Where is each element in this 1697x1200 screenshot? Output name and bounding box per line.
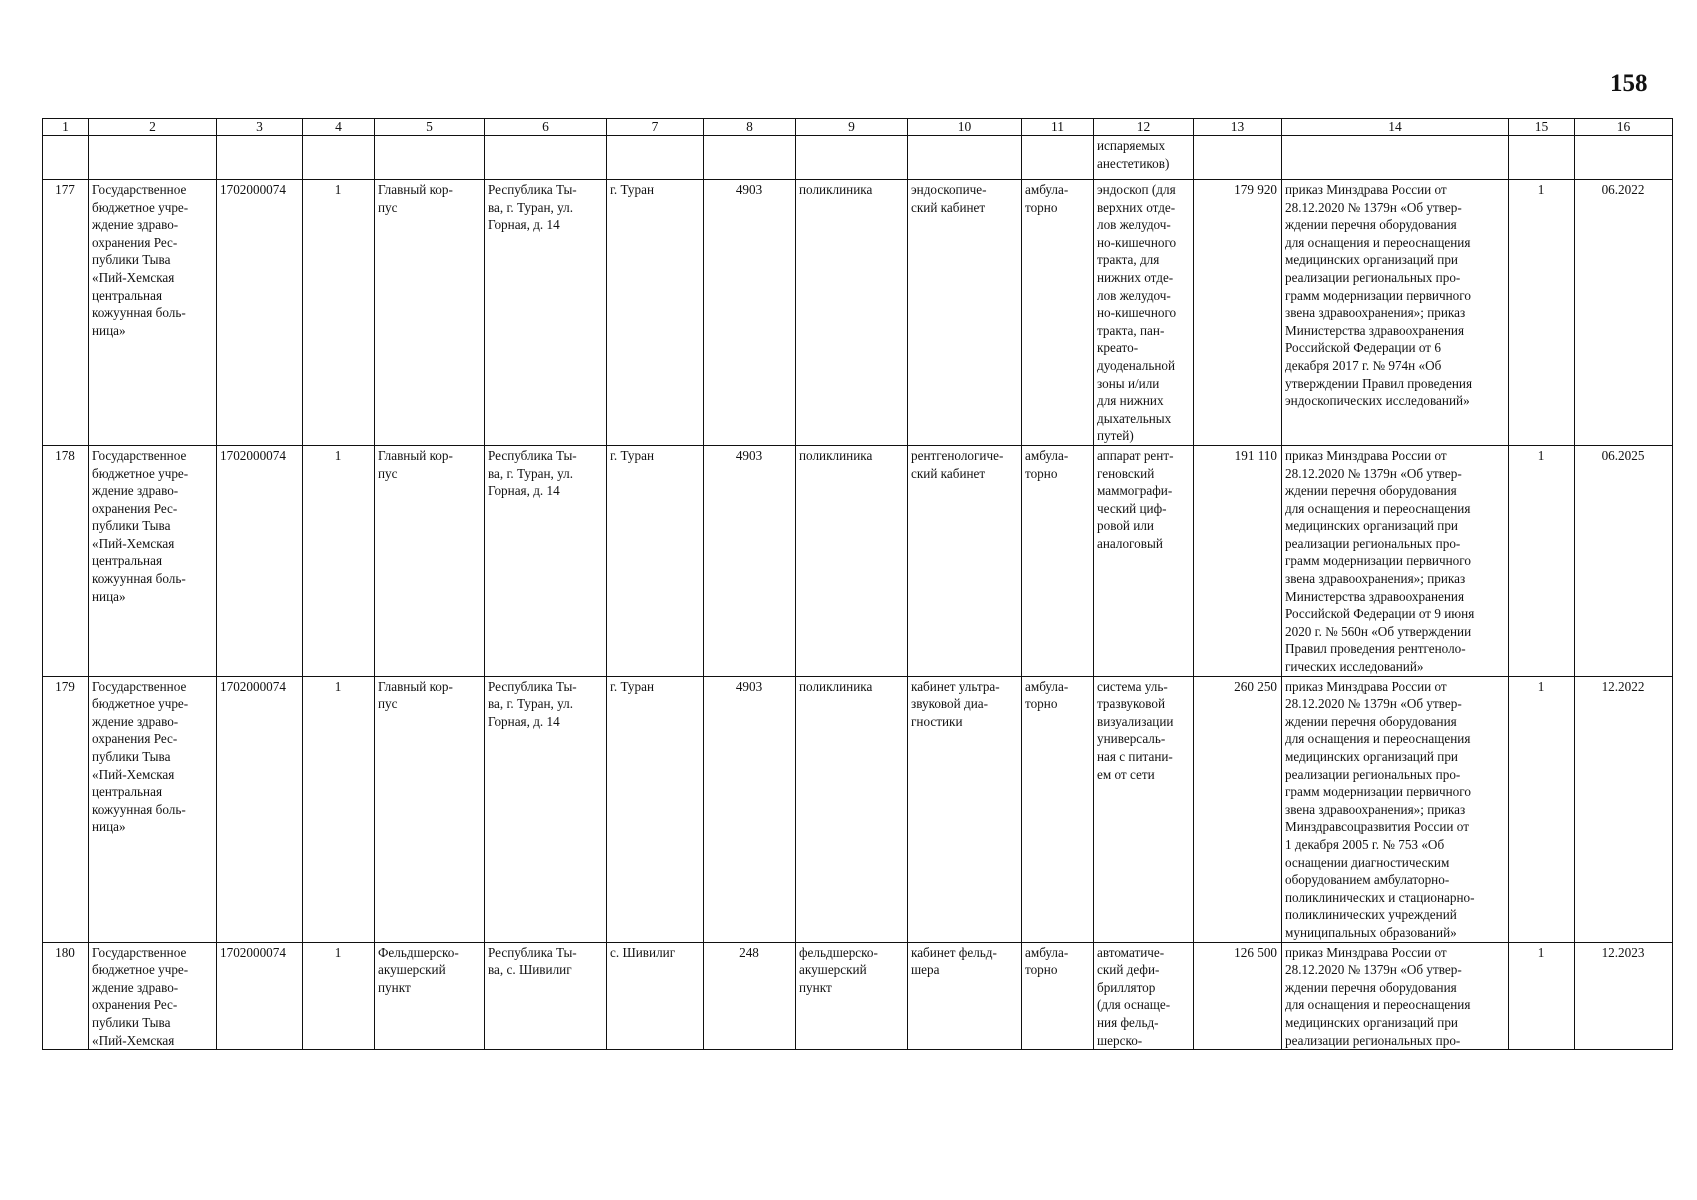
row-index-cell: 180 (43, 942, 89, 1050)
settlement-cell: с. Шивилиг (607, 942, 704, 1050)
column-number-header: 9 (796, 119, 908, 136)
column-number-header: 13 (1194, 119, 1282, 136)
column-number-header: 15 (1509, 119, 1575, 136)
price-cell: 126 500 (1194, 942, 1282, 1050)
price-cell: 179 920 (1194, 180, 1282, 446)
price-cell: 191 110 (1194, 445, 1282, 676)
continuation-row (43, 136, 1673, 180)
institution-cell: Государственное бюджетное учре- ждение здраво- охранения Рес- публики Тыва «Пий-Хемская (89, 942, 217, 1050)
institution-cell: Государственное бюджетное учре- ждение здраво- охранения Рес- публики Тыва «Пий-Хемская центральная кожуунная боль- ница» (89, 676, 217, 942)
population-cell: 4903 (704, 676, 796, 942)
building-cell: Фельдшерско- акушерский пункт (375, 942, 485, 1050)
column-number-header: 7 (607, 119, 704, 136)
empty-cell (303, 136, 375, 180)
column-4-cell: 1 (303, 942, 375, 1050)
row-index-cell: 177 (43, 180, 89, 446)
empty-cell (217, 136, 303, 180)
equipment-cell: аппарат рент- геновский маммографи- ческий циф- ровой или аналоговый (1094, 445, 1194, 676)
equipment-register-table (42, 118, 1673, 1050)
column-number-header: 14 (1282, 119, 1509, 136)
empty-cell (375, 136, 485, 180)
column-number-header: 11 (1022, 119, 1094, 136)
room-cell: кабинет фельд- шера (908, 942, 1022, 1050)
institution-cell: Государственное бюджетное учре- ждение здраво- охранения Рес- публики Тыва «Пий-Хемская центральная кожуунная боль- ница» (89, 445, 217, 676)
care-type-cell: амбула- торно (1022, 676, 1094, 942)
table-row (43, 942, 1673, 1050)
column-number-header: 8 (704, 119, 796, 136)
population-cell: 248 (704, 942, 796, 1050)
legal-basis-cell: приказ Минздрава России от 28.12.2020 № 1379н «Об утвер- ждении перечня оборудования для оснащения и переоснащения медицинских организаций при реализации региональных про- грамм модернизации первичного звена здравоохранения»; приказ Минздравсоцразвития России от 1 декабря 2005 г. № 753 «Об оснащении диагностическим оборудованием амбулаторно- поликлинических и стационарно- поликлинических учреждений муниципальных образований» (1282, 676, 1509, 942)
empty-cell (1194, 136, 1282, 180)
unit-cell: поликлиника (796, 180, 908, 446)
institution-cell: Государственное бюджетное учре- ждение здраво- охранения Рес- публики Тыва «Пий-Хемская центральная кожуунная боль- ница» (89, 180, 217, 446)
price-cell: 260 250 (1194, 676, 1282, 942)
equipment-cell: испаряемых анестетиков) (1094, 136, 1194, 180)
code-cell: 1702000074 (217, 942, 303, 1050)
column-4-cell: 1 (303, 180, 375, 446)
address-cell: Республика Ты- ва, г. Туран, ул. Горная, д. 14 (485, 445, 607, 676)
room-cell: рентгенологиче- ский кабинет (908, 445, 1022, 676)
equipment-cell: эндоскоп (для верхних отде- лов желудоч- но-кишечного тракта, для нижних отде- лов желудоч- но-кишечного тракта, пан- креато- дуоденальной зоны и/или для нижних дыхательных путей) (1094, 180, 1194, 446)
column-number-header: 4 (303, 119, 375, 136)
empty-cell (796, 136, 908, 180)
equipment-cell: автоматиче- ский дефи- бриллятор (для оснаще- ния фельд- шерско- (1094, 942, 1194, 1050)
empty-cell (1575, 136, 1673, 180)
column-number-header: 10 (908, 119, 1022, 136)
population-cell: 4903 (704, 445, 796, 676)
column-number-header: 6 (485, 119, 607, 136)
care-type-cell: амбула- торно (1022, 445, 1094, 676)
page-number: 158 (1610, 70, 1648, 97)
empty-cell (43, 136, 89, 180)
column-number-row (43, 119, 1673, 136)
room-cell: кабинет ультра- звуковой диа- гностики (908, 676, 1022, 942)
column-number-header: 16 (1575, 119, 1673, 136)
equipment-cell: система уль- тразвуковой визуализации универсаль- ная с питани- ем от сети (1094, 676, 1194, 942)
date-cell: 12.2023 (1575, 942, 1673, 1050)
settlement-cell: г. Туран (607, 445, 704, 676)
building-cell: Главный кор- пус (375, 180, 485, 446)
empty-cell (908, 136, 1022, 180)
column-number-header: 3 (217, 119, 303, 136)
settlement-cell: г. Туран (607, 180, 704, 446)
date-cell: 06.2022 (1575, 180, 1673, 446)
building-cell: Главный кор- пус (375, 676, 485, 942)
building-cell: Главный кор- пус (375, 445, 485, 676)
empty-cell (1022, 136, 1094, 180)
empty-cell (607, 136, 704, 180)
row-index-cell: 178 (43, 445, 89, 676)
column-number-header: 5 (375, 119, 485, 136)
quantity-cell: 1 (1509, 942, 1575, 1050)
table-row (43, 676, 1673, 942)
empty-cell (704, 136, 796, 180)
date-cell: 12.2022 (1575, 676, 1673, 942)
address-cell: Республика Ты- ва, г. Туран, ул. Горная, д. 14 (485, 676, 607, 942)
population-cell: 4903 (704, 180, 796, 446)
unit-cell: поликлиника (796, 445, 908, 676)
table-row (43, 445, 1673, 676)
column-4-cell: 1 (303, 676, 375, 942)
quantity-cell: 1 (1509, 445, 1575, 676)
code-cell: 1702000074 (217, 180, 303, 446)
unit-cell: поликлиника (796, 676, 908, 942)
address-cell: Республика Ты- ва, г. Туран, ул. Горная, д. 14 (485, 180, 607, 446)
legal-basis-cell: приказ Минздрава России от 28.12.2020 № 1379н «Об утвер- ждении перечня оборудования для оснащения и переоснащения медицинских организаций при реализации региональных про- (1282, 942, 1509, 1050)
code-cell: 1702000074 (217, 676, 303, 942)
date-cell: 06.2025 (1575, 445, 1673, 676)
table-row (43, 180, 1673, 446)
empty-cell (485, 136, 607, 180)
quantity-cell: 1 (1509, 180, 1575, 446)
care-type-cell: амбула- торно (1022, 180, 1094, 446)
empty-cell (89, 136, 217, 180)
legal-basis-cell: приказ Минздрава России от 28.12.2020 № 1379н «Об утвер- ждении перечня оборудования для оснащения и переоснащения медицинских организаций при реализации региональных про- грамм модернизации первичного звена здравоохранения»; приказ Министерства здравоохранения Российской Федерации от 9 июня 2020 г. № 560н «Об утверждении Правил проведения рентгеноло- гических исследований» (1282, 445, 1509, 676)
quantity-cell: 1 (1509, 676, 1575, 942)
column-number-header: 1 (43, 119, 89, 136)
empty-cell (1282, 136, 1509, 180)
column-4-cell: 1 (303, 445, 375, 676)
column-number-header: 2 (89, 119, 217, 136)
legal-basis-cell: приказ Минздрава России от 28.12.2020 № 1379н «Об утвер- ждении перечня оборудования для оснащения и переоснащения медицинских организаций при реализации региональных про- грамм модернизации первичного звена здравоохранения»; приказ Министерства здравоохранения Российской Федерации от 6 декабря 2017 г. № 974н «Об утверждении Правил проведения эндоскопических исследований» (1282, 180, 1509, 446)
room-cell: эндоскопиче- ский кабинет (908, 180, 1022, 446)
care-type-cell: амбула- торно (1022, 942, 1094, 1050)
empty-cell (1509, 136, 1575, 180)
unit-cell: фельдшерско- акушерский пункт (796, 942, 908, 1050)
code-cell: 1702000074 (217, 445, 303, 676)
column-number-header: 12 (1094, 119, 1194, 136)
address-cell: Республика Ты- ва, с. Шивилиг (485, 942, 607, 1050)
row-index-cell: 179 (43, 676, 89, 942)
settlement-cell: г. Туран (607, 676, 704, 942)
